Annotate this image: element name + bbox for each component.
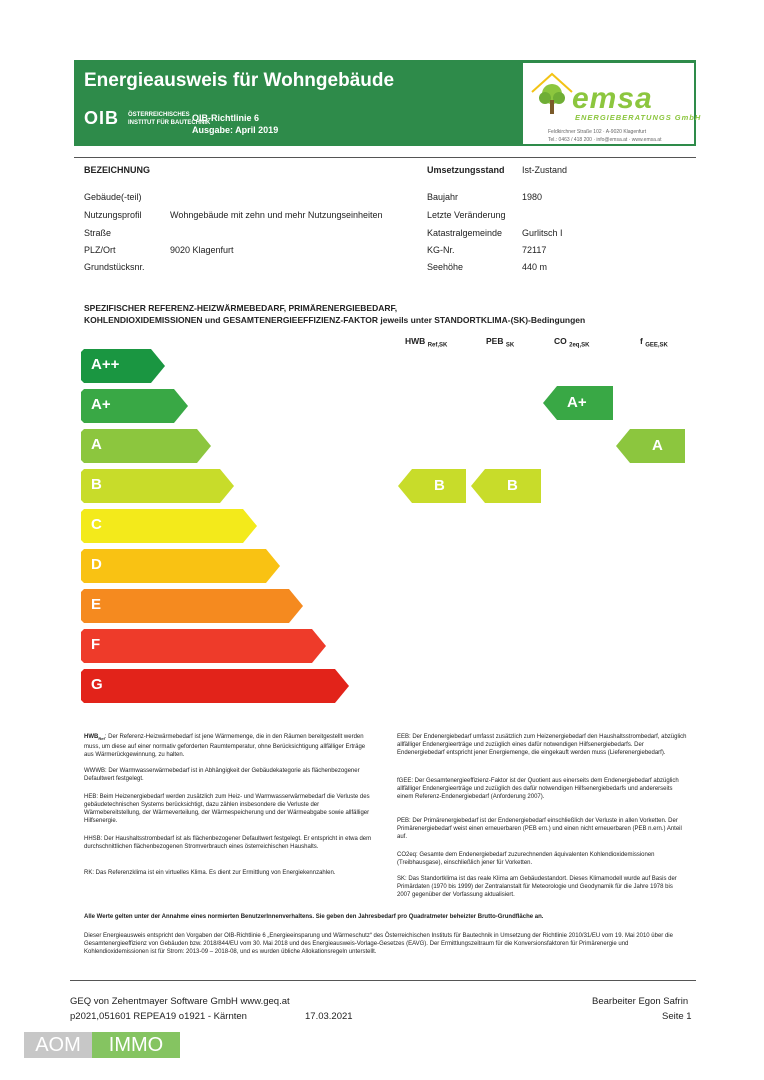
col-hwb-sub: Ref,SK <box>427 342 448 349</box>
footer-software: GEQ von Zehentmayer Software GmbH www.geq.at <box>70 996 290 1007</box>
scale-label: D <box>91 556 102 573</box>
col-co2-sub: 2eq,SK <box>569 342 590 349</box>
scale-arrow-aplusplus <box>81 349 165 383</box>
section-title <box>84 302 684 326</box>
note-hwb-text: : Der Referenz-Heizwärmebedarf ist jene Wärmemenge, die in den Räumen bereitgestellt werden muss, um diese auf einer normativ geforderten Raumtemperatur, ohne Berücksichtigung allfälliger Erträge aus Wärmerückgewinnung, zu halten. <box>84 734 366 759</box>
scale-arrow-c <box>81 509 257 543</box>
richtlinie-info <box>192 112 278 136</box>
ausgabe-label: Ausgabe: April 2019 <box>192 125 279 135</box>
info-label: Seehöhe <box>427 262 464 272</box>
document-title: Energieausweis für Wohngebäude <box>84 70 395 91</box>
rating-marker-co2 <box>543 386 613 420</box>
col-header-hwb <box>405 336 447 349</box>
scale-label: A++ <box>91 356 120 373</box>
note-disclaimer: Dieser Energieausweis entspricht den Vorgaben der OIB-Richtlinie 6 „Energieeinsparung und Wärmeschutz“ des Österreichischen Instituts für Bautechnik in Umsetzung der Richtlinie 2010/31/EU vom 19. Mai 2010 über die Gesamtenergieeffizienz von Gebäuden bzw. 2018/844/EU vom 30. Mai 2018 und des Energieausweis-Vorlage-Gesetzes (EAVG). Der Ermittlungszeitraum für die Konversionsfaktoren für Primärenergie und Kohlendioxidemissionen ist für Strom: 2013-09 – 2018-08, und es wurden übliche Allokationsregeln unterstellt. <box>84 933 673 955</box>
scale-arrow-g <box>81 669 349 703</box>
umsetzungsstand-label: Umsetzungsstand <box>427 165 505 175</box>
emsa-wordmark: emsa <box>572 82 653 115</box>
scale-label: B <box>91 476 102 493</box>
info-label: Grundstücksnr. <box>84 262 145 272</box>
note-eeb: EEB: Der Endenergiebedarf umfasst zusätzlich zum Heizenergiebedarf den Haushaltsstrombedarf, abzüglich allfälliger Endenergieerträge und zuzüglich eines dafür notwendigen Hilfsenergiebedarfs. Der Endenergiebedarf entspricht jener Energiemenge, die eingekauft werden muss (Lieferenergiebedarf). <box>397 734 687 756</box>
emsa-address-line: Feldkirchner Straße 102 · A-9020 Klagenfurt <box>548 129 647 135</box>
note-wwwb: WWWB: Der Warmwasserwärmebedarf ist in Abhängigkeit der Gebäudekategorie als flächenbezogener Defaultwert festgelegt. <box>84 768 360 782</box>
note-rk: RK: Das Referenzklima ist ein virtuelles Klima. Es dient zur Ermittlung von Energiekennzahlen. <box>84 870 336 876</box>
note-peb: PEB: Der Primärenergiebedarf ist der Endenergiebedarf einschließlich der Verluste in allen Vorketten. Der Primärenergiebedarf weist einen erneuerbaren (PEB ern.) und einen nicht erneuerbaren (PEB n.ern.) Anteil auf. <box>397 818 682 840</box>
footer-date: 17.03.2021 <box>305 1011 353 1022</box>
info-value: Gurlitsch I <box>522 228 563 238</box>
divider <box>74 157 696 158</box>
footer-divider <box>70 980 696 981</box>
rating-marker-peb <box>471 469 541 503</box>
col-hwb-label: HWB <box>405 336 426 346</box>
note-hwb <box>84 733 374 759</box>
info-label: PLZ/Ort <box>84 245 116 255</box>
scale-label: A <box>91 436 102 453</box>
col-peb-label: PEB <box>486 336 504 346</box>
col-header-co2 <box>554 336 589 349</box>
footer-code: p2021,051601 REPEA19 o1921 - Kärnten <box>70 1011 247 1022</box>
note-alle-werte: Alle Werte gelten unter der Annahme eines normierten BenutzerInnenverhaltens. Sie geben den Jahresbedarf pro Quadratmeter beheizter Brutto-Grundfläche an. <box>84 914 544 920</box>
info-value: 72117 <box>522 245 547 255</box>
scale-arrow-aplus <box>81 389 188 423</box>
note-sk: SK: Das Standortklima ist das reale Klima am Gebäudestandort. Dieses Klimamodell wurde auf Basis der Primärdaten (1970 bis 1999) der Zentralanstalt für Meteorologie und Geodynamik für die Jahre 1978 bis 2007 gegenüber der Vorfassung aktualisiert. <box>397 876 677 898</box>
note-hwb-abbr: HWB <box>84 734 99 740</box>
watermark-immo: IMMO <box>92 1032 180 1058</box>
scale-label: G <box>91 676 103 693</box>
info-label: Nutzungsprofil <box>84 210 142 220</box>
info-label: Katastralgemeinde <box>427 228 503 238</box>
info-label: Baujahr <box>427 192 459 202</box>
oib-institute-name: ÖSTERREICHISCHES INSTITUT FÜR BAUTECHNIK <box>128 112 211 126</box>
umsetzungsstand-value: Ist-Zustand <box>522 165 568 175</box>
tree-house-icon <box>530 70 574 116</box>
emsa-contact-line: Tel.: 0463 / 418 200 · info@emsa.at · www.emsa.at <box>548 137 662 143</box>
scale-label: F <box>91 636 101 653</box>
rating-marker-label: A <box>652 437 663 454</box>
col-header-fgee <box>640 336 668 349</box>
col-header-peb <box>486 336 514 349</box>
watermark-aom: AOM <box>24 1032 92 1058</box>
scale-label: E <box>91 596 102 613</box>
rating-marker-label: B <box>507 477 518 494</box>
scale-arrow-e <box>81 589 303 623</box>
rating-marker-hwb <box>398 469 466 503</box>
scale-arrow-d <box>81 549 280 583</box>
col-peb-sub: SK <box>505 342 515 349</box>
note-hwb-sub: Ref <box>98 736 105 742</box>
info-label: KG-Nr. <box>427 245 455 255</box>
info-label: Straße <box>84 228 112 238</box>
col-co2-label: CO <box>554 336 567 346</box>
info-value: 1980 <box>522 192 543 202</box>
scale-label: A+ <box>91 396 111 413</box>
col-f-label: f <box>640 336 643 346</box>
footer-seite: Seite 1 <box>662 1011 692 1022</box>
note-heb: HEB: Beim Heizenergiebedarf werden zusätzlich zum Heiz- und Warmwasserwärmebedarf die Verluste des gebäudetechnischen Systems berücksichtigt, dazu zählen insbesondere die Verluste der Wärmebereitstellung, der Wärmeverteilung, der Wärmespeicherung und der Wärmeabgabe sowie allfälliger Hilfsenergie. <box>84 794 370 824</box>
scale-arrow-a <box>81 429 211 463</box>
section-title-line2: KOHLENDIOXIDEMISSIONEN und GESAMTENERGIEEFFIZIENZ-FAKTOR jeweils unter STANDORTKLIMA-(SK)-Bedingungen <box>84 315 586 325</box>
rating-marker-fgee <box>616 429 685 463</box>
footer-bearbeiter: Bearbeiter Egon Safrin <box>592 996 689 1007</box>
bezeichnung-heading: BEZEICHNUNG <box>84 165 151 175</box>
richtlinie-label: OIB-Richtlinie 6 <box>192 113 260 123</box>
aom-immo-watermark <box>24 1032 180 1058</box>
scale-arrow-b <box>81 469 234 503</box>
info-label: Gebäude(-teil) <box>84 192 142 202</box>
col-f-sub: GEE,SK <box>645 342 668 349</box>
section-title-line1: SPEZIFISCHER REFERENZ-HEIZWÄRMEBEDARF, PRIMÄRENERGIEBEDARF, <box>84 303 398 313</box>
note-hhsb: HHSB: Der Haushaltsstrombedarf ist als flächenbezogener Defaultwert festgelegt. Er entspricht in etwa dem durchschnittlichen flächenbezogenen Stromverbrauch eines österreichischen Haushalts. <box>84 836 372 850</box>
info-value: 9020 Klagenfurt <box>170 245 234 255</box>
rating-marker-label: A+ <box>567 394 587 411</box>
note-fgee: fGEE: Der Gesamtenergieeffizienz-Faktor ist der Quotient aus einerseits dem Endenergiebedarf abzüglich allfälliger Endenergieerträge und zuzüglich des dafür notwendigen Hilfsenergiebedarfs und andererseits einem Referenz-Endenergiebedarf (Anforderung 2007). <box>397 778 679 800</box>
oib-logo: OIB <box>84 108 120 128</box>
info-label: Letzte Veränderung <box>427 210 506 220</box>
note-co2: CO2eq: Gesamte dem Endenergiebedarf zuzurechnenden äquivalenten Kohlendioxidemissionen (Treibhausgase), einschließlich jener für Vorketten. <box>397 852 655 866</box>
info-value: 440 m <box>522 262 548 272</box>
rating-marker-label: B <box>434 477 445 494</box>
emsa-address <box>548 128 692 144</box>
scale-label: C <box>91 516 102 533</box>
emsa-subtitle: ENERGIEBERATUNGS GmbH <box>575 113 702 122</box>
scale-arrow-f <box>81 629 326 663</box>
info-value: Wohngebäude mit zehn und mehr Nutzungseinheiten <box>170 210 383 220</box>
